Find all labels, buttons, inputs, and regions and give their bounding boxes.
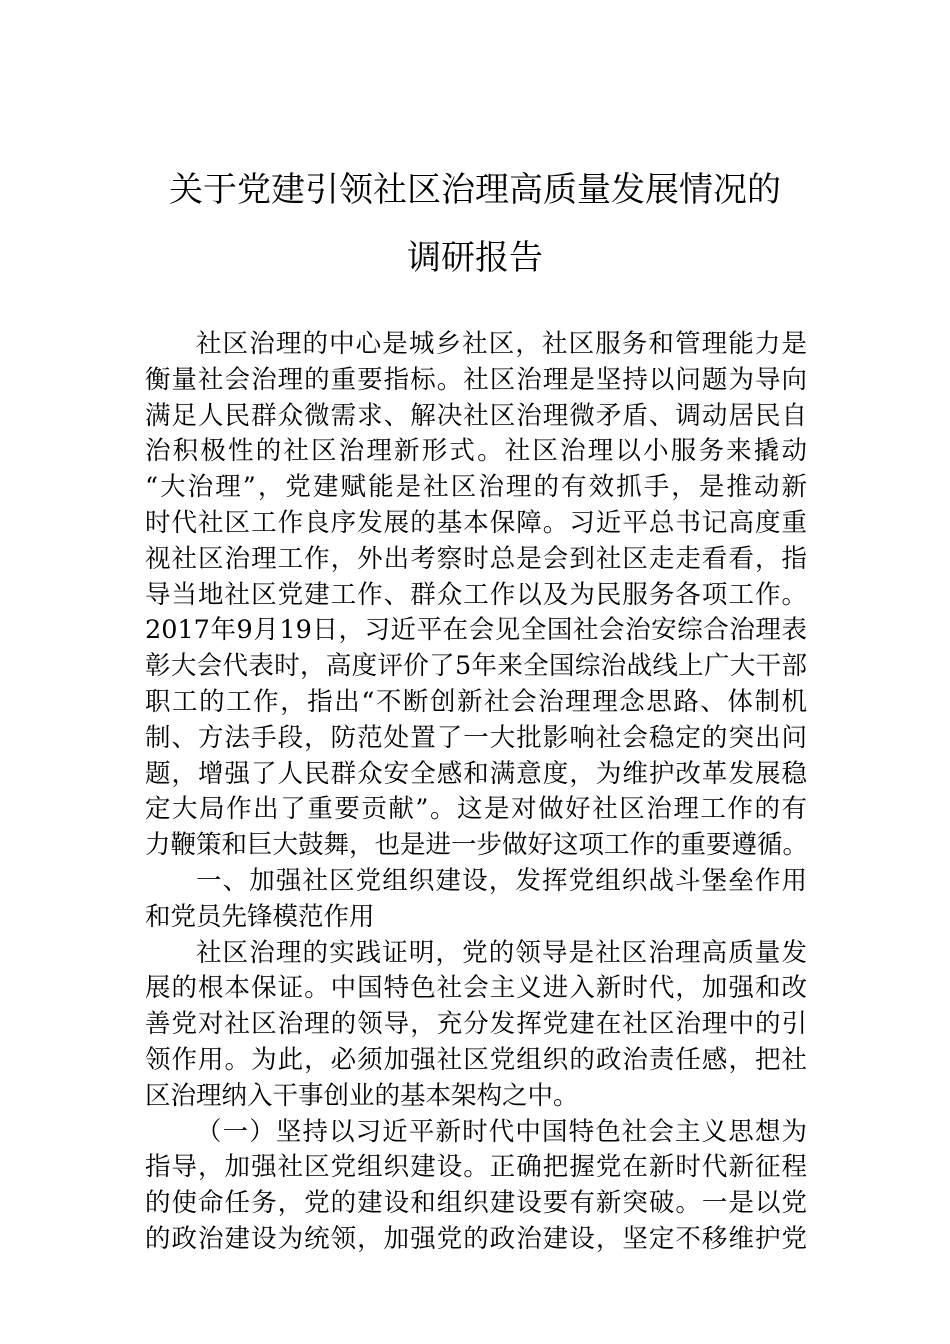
section-heading-line: 和党员先锋模范作用: [145, 901, 375, 932]
document-title-line-2: 调研报告: [407, 238, 543, 278]
body-line: 力鞭策和巨大鼓舞，也是进一步做好这项工作的重要遵循。: [145, 830, 809, 861]
document-body: [145, 327, 807, 1258]
body-line: 领作用。为此，必须加强社区党组织的政治责任感，把社: [145, 1044, 807, 1075]
body-line: 社区治理的实践证明，党的领导是社区治理高质量发: [196, 937, 807, 968]
body-line: 时代社区工作良序发展的基本保障。习近平总书记高度重: [145, 507, 807, 538]
body-line: 2017年9月19日，习近平在会见全国社会治安综合治理表: [145, 615, 807, 646]
body-line: 制、方法手段，防范处置了一大批影响社会稳定的突出问: [145, 722, 807, 753]
body-line: 衡量社会治理的重要指标。社区治理是坚持以问题为导向: [145, 364, 807, 395]
body-line: 社区治理的中心是城乡社区，社区服务和管理能力是: [196, 329, 807, 359]
body-line: 区治理纳入干事创业的基本架构之中。: [145, 1080, 579, 1111]
body-line: 彰大会代表时，高度评价了5年来全国综治战线上广大干部: [145, 651, 807, 682]
section-heading-line: 一、加强社区党组织建设，发挥党组织战斗堡垒作用: [196, 865, 807, 896]
subsection-line: （一）坚持以习近平新时代中国特色社会主义思想为: [196, 1116, 807, 1147]
document-title-line-1: 关于党建引领社区治理高质量发展情况的: [169, 170, 781, 210]
body-line: 视社区治理工作，外出考察时总是会到社区走走看看，指: [145, 543, 807, 574]
body-line: 职工的工作，指出“不断创新社会治理理念思路、体制机: [145, 686, 807, 717]
body-line: 导当地社区党建工作、群众工作以及为民服务各项工作。: [145, 579, 807, 610]
body-line: 的政治建设为统领，加强党的政治建设，坚定不移维护党: [145, 1223, 807, 1254]
body-line: 善党对社区治理的领导，充分发挥党建在社区治理中的引: [145, 1009, 807, 1040]
body-line: 题，增强了人民群众安全感和满意度，为维护改革发展稳: [145, 758, 807, 789]
body-line: 展的根本保证。中国特色社会主义进入新时代，加强和改: [145, 973, 807, 1004]
body-line: 定大局作出了重要贡献”。这是对做好社区治理工作的有: [145, 794, 807, 825]
body-line: 指导，加强社区党组织建设。正确把握党在新时代新征程: [145, 1152, 807, 1183]
body-line: 满足人民群众微需求、解决社区治理微矛盾、调动居民自: [145, 400, 807, 431]
body-line: 的使命任务，党的建设和组织建设要有新突破。一是以党: [145, 1188, 807, 1219]
body-line: 治积极性的社区治理新形式。社区治理以小服务来撬动: [145, 436, 807, 467]
body-line: “大治理”，党建赋能是社区治理的有效抓手，是推动新: [145, 472, 807, 503]
